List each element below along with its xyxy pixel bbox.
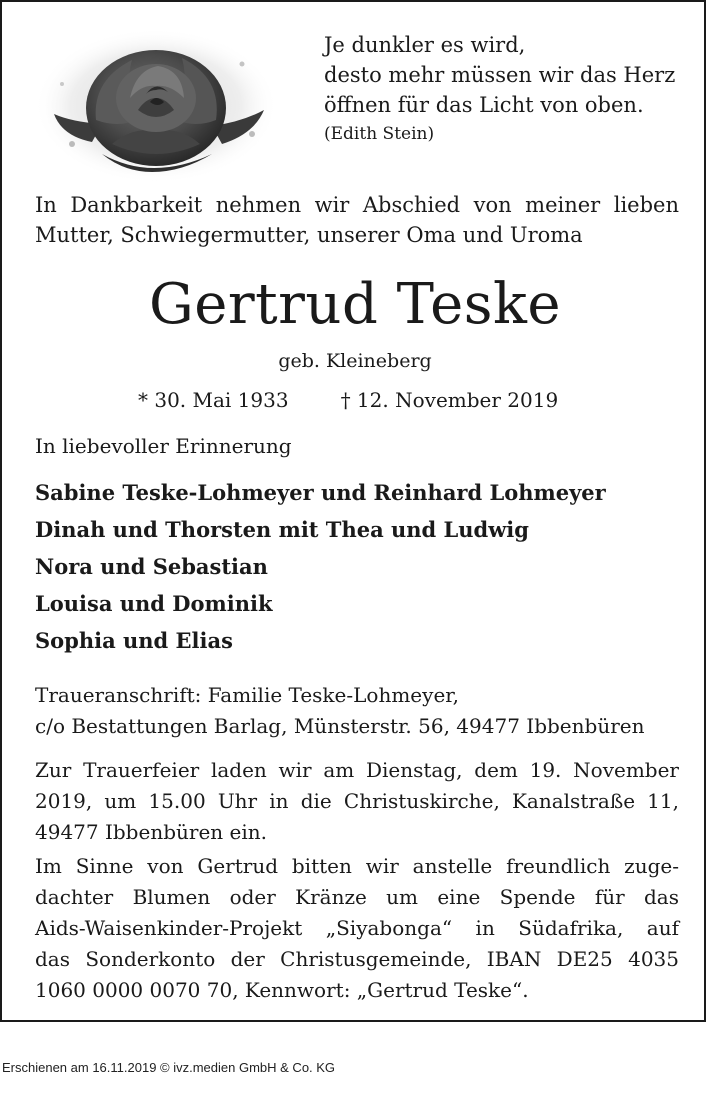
quote-line: desto mehr müssen wir das Herz [324, 63, 676, 87]
ceremony-line: 2019, um 15.00 Uhr in die Christuskirche, Kanalstraße 11, [35, 789, 679, 813]
family-member: Dinah und Thorsten mit Thea und Ludwig [35, 517, 529, 542]
donation-notice [35, 851, 679, 1006]
publication-footer: Erschienen am 16.11.2019 © ivz.medien GmbH & Co. KG [2, 1060, 336, 1075]
ceremony-line: Zur Trauerfeier laden wir am Dienstag, dem 19. November [35, 758, 679, 782]
quote-line: öffnen für das Licht von oben. [324, 93, 644, 117]
family-member: Sabine Teske-Lohmeyer und Reinhard Lohmeyer [35, 480, 606, 505]
donation-line: Im Sinne von Gertrud bitten wir anstelle freundlich zuge- [35, 854, 679, 878]
donation-line: Aids-Waisenkinder-Projekt „Siyabonga“ in Südafrika, auf [35, 916, 679, 940]
family-member: Nora und Sebastian [35, 554, 268, 579]
family-list [35, 474, 606, 659]
quote-block [324, 30, 675, 148]
deceased-name: Gertrud Teske [148, 272, 562, 337]
donation-line: das Sonderkonto der Christusgemeinde, IBAN DE25 4035 [35, 947, 679, 971]
intro-line: Mutter, Schwiegermutter, unserer Oma und Uroma [35, 223, 583, 247]
life-dates [138, 386, 558, 414]
intro-text [35, 190, 679, 250]
intro-line: In Dankbarkeit nehmen wir Abschied von meiner lieben [35, 193, 679, 217]
memory-line: In liebevoller Erinnerung [35, 434, 292, 458]
donation-line: 1060 0000 0070 70, Kennwort: „Gertrud Teske“. [35, 978, 529, 1002]
born-name: geb. Kleineberg [278, 350, 432, 372]
birth-date: * 30. Mai 1933 [138, 388, 289, 412]
family-member: Louisa und Dominik [35, 591, 273, 616]
quote-line: Je dunkler es wird, [324, 33, 526, 57]
ceremony-notice [35, 755, 679, 848]
rose-icon [32, 24, 280, 184]
quote-author: (Edith Stein) [324, 124, 435, 144]
ceremony-line: 49477 Ibbenbüren ein. [35, 820, 267, 844]
donation-line: dachter Blumen oder Kränze um eine Spende für das [35, 885, 679, 909]
death-date: † 12. November 2019 [340, 388, 559, 412]
family-member: Sophia und Elias [35, 628, 233, 653]
address-line: c/o Bestattungen Barlag, Münsterstr. 56, 49477 Ibbenbüren [35, 714, 645, 738]
mourning-address [35, 680, 644, 742]
address-line: Traueranschrift: Familie Teske-Lohmeyer, [35, 683, 459, 707]
